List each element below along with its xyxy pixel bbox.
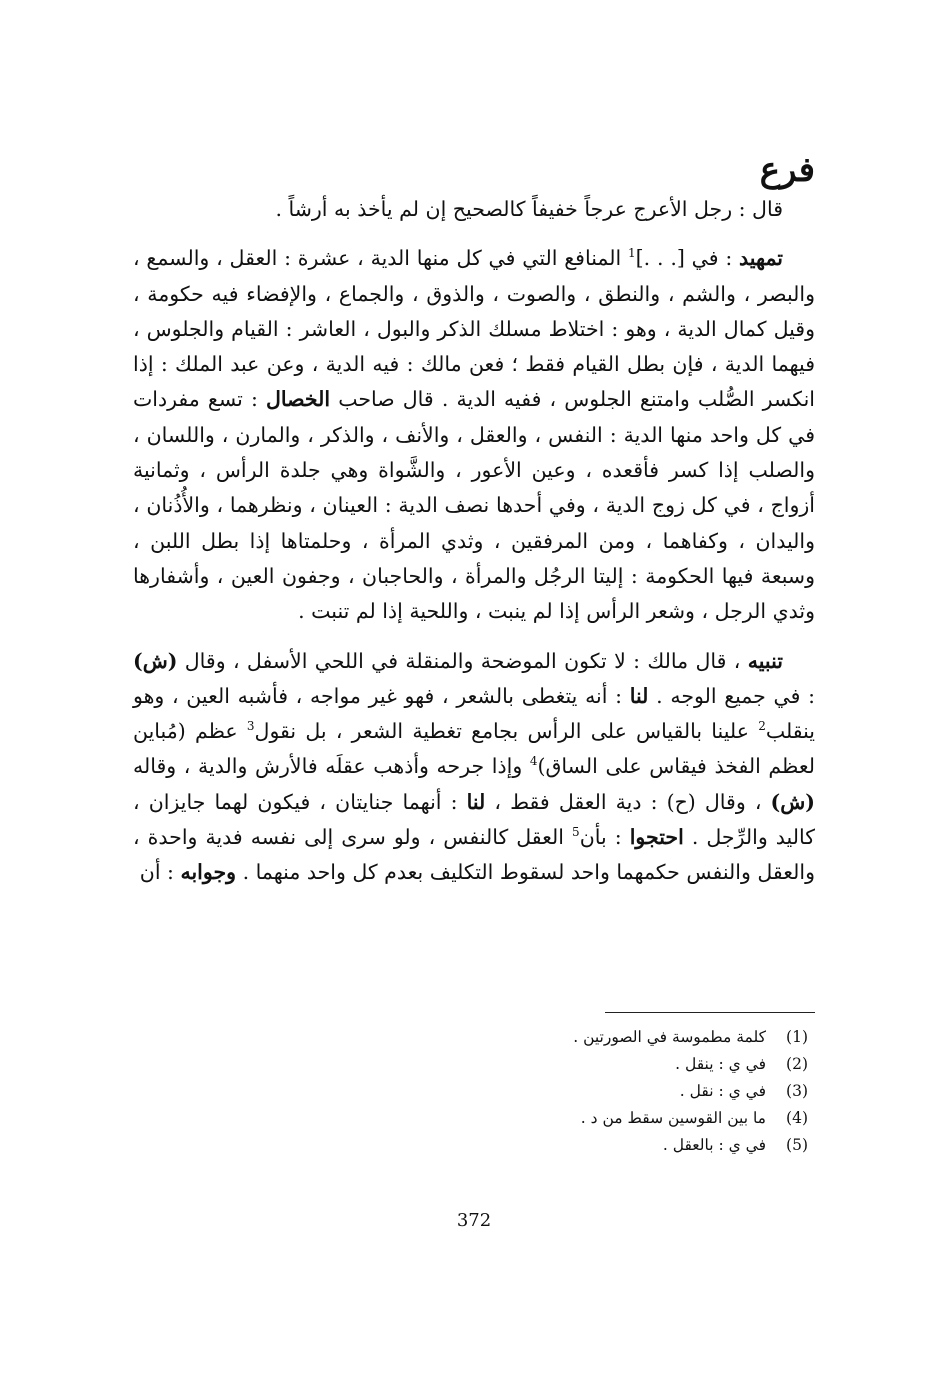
paragraph-3 xyxy=(133,644,815,891)
paragraph-3-text-4: علينا بالقياس على الرأس بجامع تغطية الشعر ، بل نقول xyxy=(254,719,759,744)
footnote-number: (5) xyxy=(786,1136,808,1154)
footnote-ref-2: 2 xyxy=(758,719,766,734)
footnote xyxy=(208,1078,808,1105)
lana-label: لنا xyxy=(466,789,486,814)
paragraph-3-text-2: : في جميع الوجه . xyxy=(648,683,815,708)
footnote-number: (4) xyxy=(786,1109,808,1127)
paragraph-3-text-8: : أنهما جنايتان ، فيكون لهما جايزان ، كاليد والرِّجل . xyxy=(133,789,815,850)
footnote-text: كلمة مطموسة في الصورتين . xyxy=(573,1028,766,1046)
paragraph-3-text-7: ، وقال (ح) : دية العقل فقط ، xyxy=(485,789,771,814)
ihtajju-label: احتجوا xyxy=(629,825,684,850)
footnote-text: ما بين القوسين سقط من د . xyxy=(580,1109,766,1127)
section-heading: فرع xyxy=(759,150,815,190)
footnote-divider xyxy=(605,1012,815,1013)
paragraph-2-text-1: : في [. . .] xyxy=(635,246,740,271)
lana-label: لنا xyxy=(629,683,649,708)
footnote-number: (3) xyxy=(786,1082,808,1100)
shafii-abbrev: (ش) xyxy=(133,648,178,673)
main-text xyxy=(133,192,815,891)
book-title: الخصال xyxy=(265,387,331,412)
footnote-ref-4: 4 xyxy=(529,754,538,769)
paragraph-3-text-3: : أنه يتغطى بالشعر ، فهو غير مواجه ، فأشبه العين ، وهو ينقلب xyxy=(133,683,816,744)
footnote-ref-3: 3 xyxy=(246,719,255,734)
footnote xyxy=(208,1132,808,1159)
paragraph-3-text-1: ، قال مالك : لا تكون الموضحة والمنقلة في اللحي الأسفل ، وقال xyxy=(177,648,748,673)
tamhid-label: تمهيد xyxy=(739,246,783,271)
footnote-number: (2) xyxy=(786,1055,808,1073)
tanbih-label: تنبيه xyxy=(747,648,783,673)
paragraph-2-text-2: المنافع التي في كل منها الدية ، عشرة : العقل ، والسمع ، والبصر ، والشم ، والنطق ، والصوت ، والذوق ، والجماع ، والإفضاء فيه حكومة ، وقيل كمال الدية ، وهو : اختلاط مسلك الذكر والبول ، العاشر : القيام والجلوس ، فيهما الدية ، فإن بطل القيام فقط ؛ فعن مالك : فيه الدية ، وعن عبد الملك : إذا انكسر الصُّلب وامتنع الجلوس ، ففيه الدية . قال صاحب xyxy=(133,246,815,412)
paragraph-3-text-10: العقل كالنفس ، ولو سرى إلى نفسه فدية واحدة ، والعقل والنفس حكمهما واحد لسقوط التكليف بعدم كل واحد منهما . xyxy=(133,825,815,885)
paragraph-3-text-11: : أن xyxy=(139,860,181,885)
footnote-text: في ي : بالعقل . xyxy=(662,1136,766,1154)
paragraph-3-text-5: عظم (مُباين لعظم الفخذ فيقاس على الساق) xyxy=(133,719,816,779)
paragraph-3-text-9: : بأن xyxy=(579,825,630,850)
footnotes-list xyxy=(208,1024,808,1159)
paragraph-2-text-3: : تسع مفردات في كل واحد منها الدية : النفس ، والعقل ، والأنف ، والذكر ، والمارن ، واللسان ، والصلب إذا كسر فأقعده ، وعين الأعور ، والشَّواة وهي جلدة الرأس ، وثمانية أزواج ، في كل زوج الدية ، وفي أحدها نصف الدية : العينان ، ونظرهما ، والأُذُنان ، واليدان ، وكفاهما ، ومن المرفقين ، وثدي المرأة ، وحلمتاها إذا بطل اللبن ، وسبعة فيها الحكومة : إليتا الرجُل والمرأة ، والحاجبان ، وجفون العين ، وأشفارها وثدي الرجل ، وشعر الرأس إذا لم ينبت ، واللحية إذا لم تنبت . xyxy=(133,387,815,624)
page-number: 372 xyxy=(456,1210,492,1231)
footnote xyxy=(208,1024,808,1051)
footnote-number: (1) xyxy=(786,1028,808,1046)
footnote xyxy=(208,1051,808,1078)
footnote-ref-5: 5 xyxy=(572,825,580,840)
footnote xyxy=(208,1105,808,1132)
footnote-text: في ي : نقل . xyxy=(679,1082,766,1100)
jawabuh-label: وجوابه xyxy=(180,860,237,885)
footnote-text: في ي : ينقل . xyxy=(675,1055,766,1073)
paragraph-3-text-6: وإذا جرحه وأذهب عقلَه فالأرش والدية ، وقاله xyxy=(133,754,530,779)
paragraph-1: قال : رجل الأعرج عرجاً خفيفاً كالصحيح إن لم يأخذ به أرشاً . xyxy=(275,197,783,221)
paragraph-2 xyxy=(133,241,815,629)
shafii-abbrev: (ش) xyxy=(770,789,815,814)
footnote-ref-1: 1 xyxy=(628,246,636,261)
